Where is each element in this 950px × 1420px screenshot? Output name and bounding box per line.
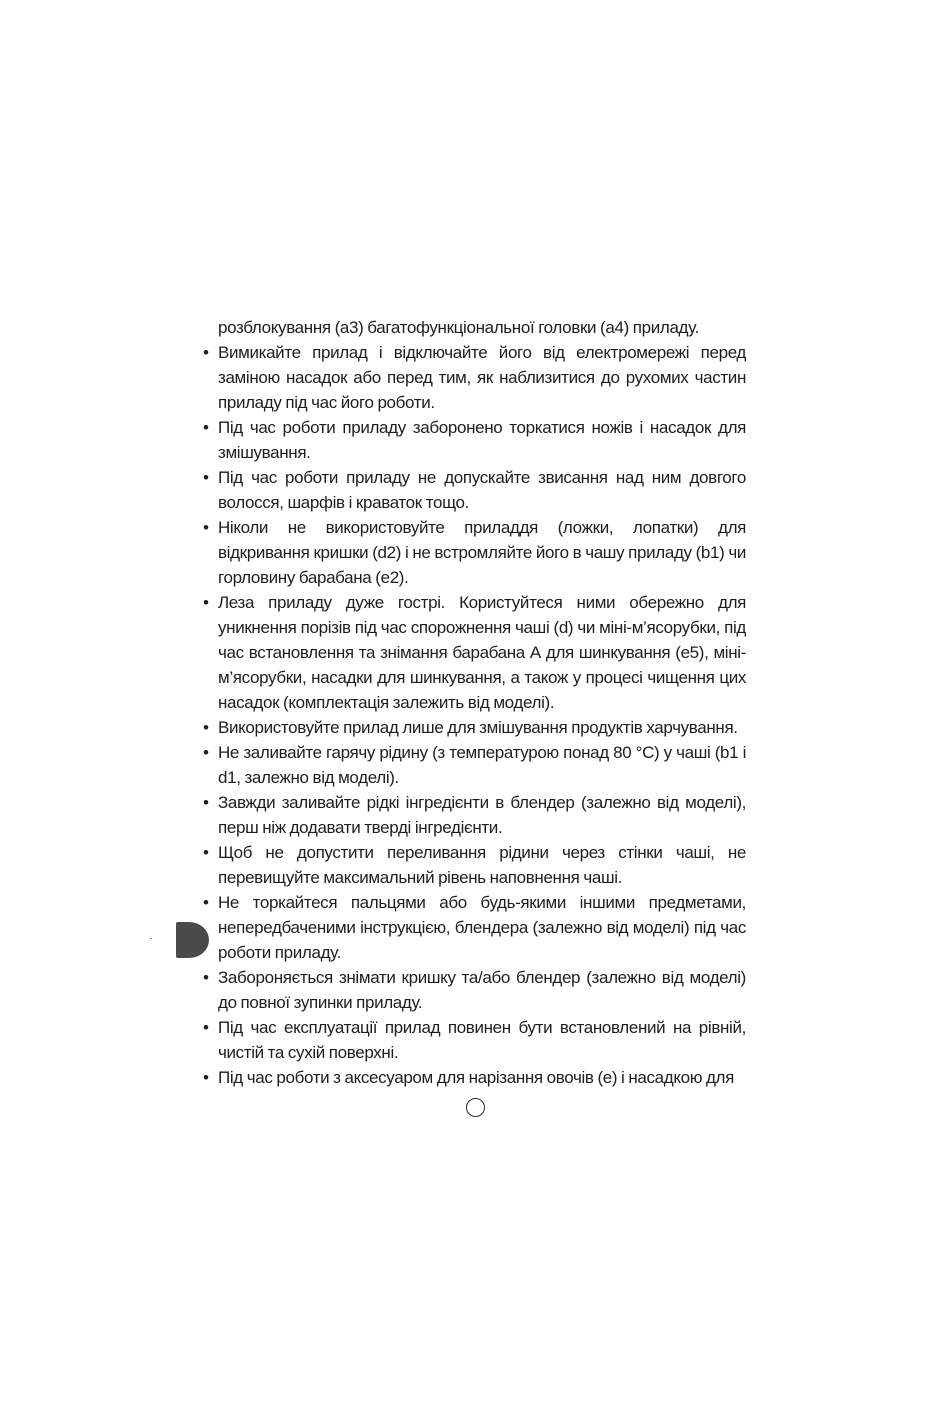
- bullet-icon: •: [203, 593, 209, 612]
- bullet-icon: •: [203, 343, 209, 362]
- bullet-text: Леза приладу дуже гострі. Користуйтеся ними обережно для уникнення порізів під час спорожнення чаші (d) чи міні-м’ясорубки, під час встановлення та знімання барабана А для шинкування (e5), міні-м’ясорубки, насадки для шинкування, а також у процесі чищення цих насадок (комплектація залежить від моделі).: [218, 593, 746, 712]
- bullet-item: [203, 715, 746, 740]
- bullet-item: [203, 415, 746, 465]
- bullet-icon: •: [203, 518, 209, 537]
- bullet-item: [203, 890, 746, 965]
- instruction-text-block: [203, 315, 746, 1090]
- bullet-text: Ніколи не використовуйте приладдя (ложки, лопатки) для відкривання кришки (d2) і не встромляйте його в чашу приладу (b1) чи горловину барабана (e2).: [218, 518, 746, 587]
- bullet-text: Під час роботи приладу не допускайте звисання над ним довгого волосся, шарфів і краваток тощо.: [218, 468, 746, 512]
- bullet-text: Не торкайтеся пальцями або будь-якими іншими предметами, непередбаченими інструкцією, блендера (залежно від моделі) під час роботи приладу.: [218, 893, 746, 962]
- bullet-icon: •: [203, 793, 209, 812]
- bullet-text: Під час експлуатації прилад повинен бути встановлений на рівній, чистій та сухій поверхні.: [218, 1018, 746, 1062]
- bullet-icon: •: [203, 1018, 209, 1037]
- bullet-item: [203, 1065, 746, 1090]
- continuation-line: розблокування (а3) багатофункціональної головки (а4) приладу.: [218, 318, 699, 337]
- bullet-item: [203, 740, 746, 790]
- page-number-circle-icon: [466, 1098, 485, 1117]
- bullet-item: [203, 965, 746, 1015]
- bullet-text: Щоб не допустити переливання рідини через стінки чаші, не перевищуйте максимальний рівень наповнення чаші.: [218, 843, 746, 887]
- bullet-text: Забороняється знімати кришку та/або блендер (залежно від моделі) до повної зупинки приладу.: [218, 968, 746, 1012]
- bullet-icon: •: [203, 743, 209, 762]
- bullet-icon: •: [203, 893, 209, 912]
- bullet-item: [203, 465, 746, 515]
- bullet-item: [203, 1015, 746, 1065]
- bullet-text: Використовуйте прилад лише для змішування продуктів харчування.: [218, 718, 738, 737]
- bullet-item: [203, 840, 746, 890]
- safety-bullet-list: [203, 340, 746, 1090]
- bullet-icon: •: [203, 468, 209, 487]
- bullet-icon: •: [203, 1068, 209, 1087]
- bullet-icon: •: [203, 968, 209, 987]
- bullet-text: Під час роботи з аксесуаром для нарізання овочів (e) і насадкою для: [218, 1068, 734, 1087]
- bullet-item: [203, 515, 746, 590]
- bullet-text: Завжди заливайте рідкі інгредієнти в блендер (залежно від моделі), перш ніж додавати тверді інгредієнти.: [218, 793, 746, 837]
- bullet-item: [203, 340, 746, 415]
- bullet-icon: •: [203, 418, 209, 437]
- bullet-item: [203, 590, 746, 715]
- bullet-item: [203, 790, 746, 840]
- bullet-text: Не заливайте гарячу рідину (з температурою понад 80 °C) у чаші (b1 і d1, залежно від моделі).: [218, 743, 746, 787]
- scan-speck: [150, 938, 152, 939]
- bullet-icon: •: [203, 843, 209, 862]
- bullet-icon: •: [203, 718, 209, 737]
- bullet-text: Під час роботи приладу заборонено торкатися ножів і насадок для змішування.: [218, 418, 746, 462]
- bullet-text: Вимикайте прилад і відключайте його від електромережі перед заміною насадок або перед тим, як наблизитися до рухомих частин приладу під час його роботи.: [218, 343, 746, 412]
